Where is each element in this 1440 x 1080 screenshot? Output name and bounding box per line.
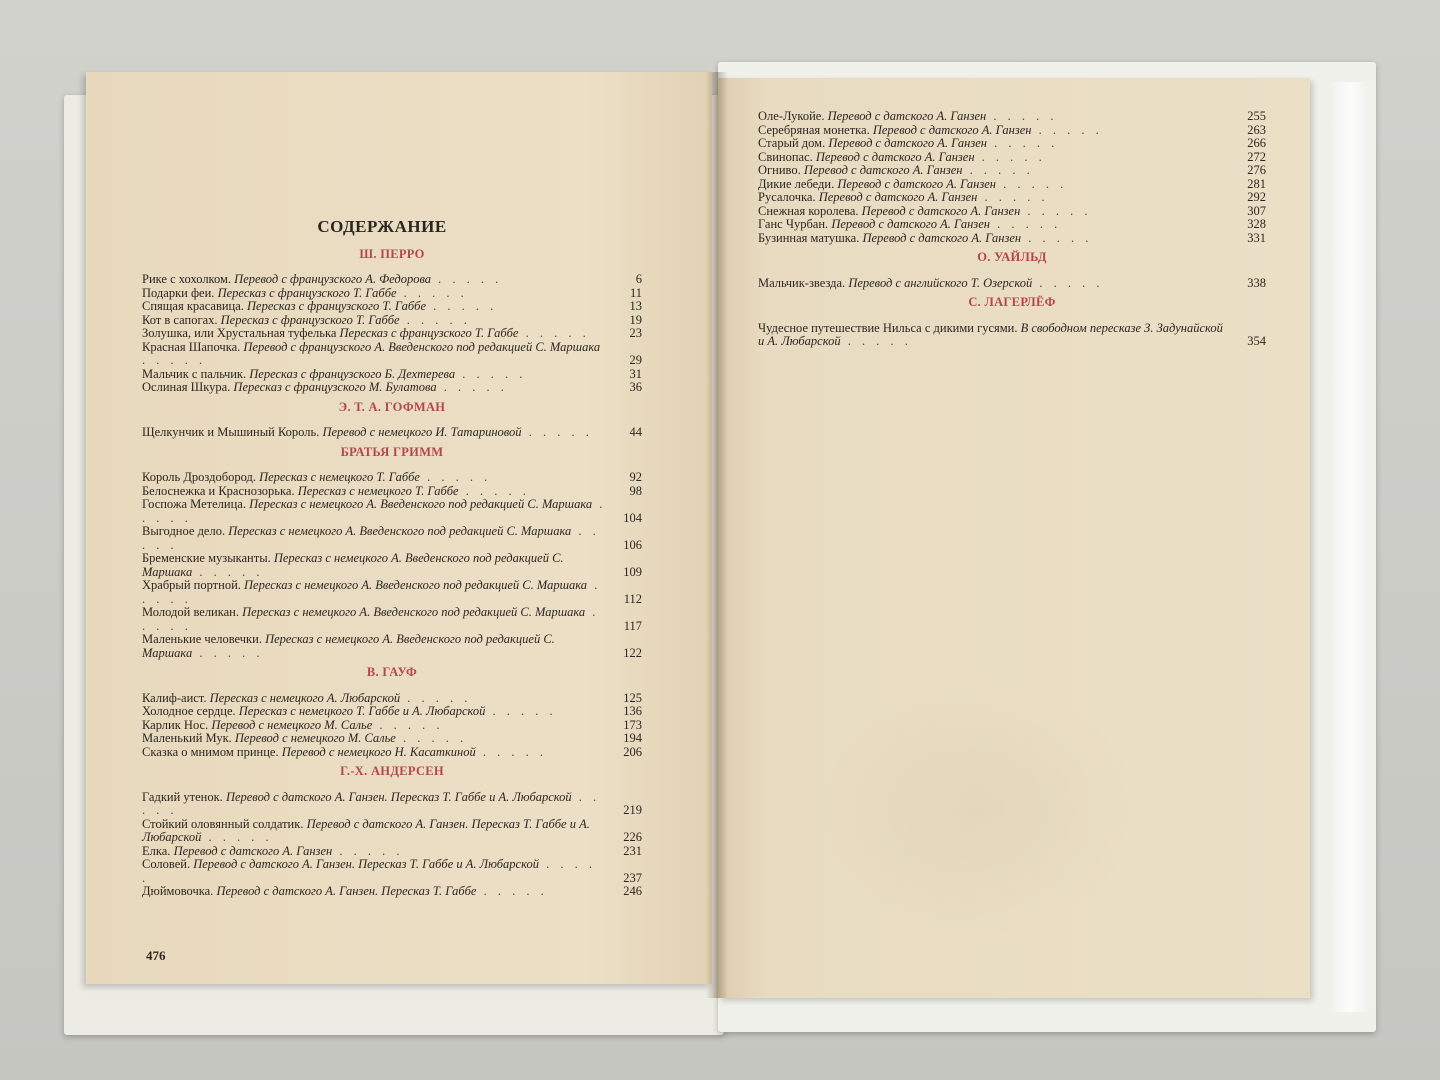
entry-page-number: 6 <box>635 272 642 286</box>
entry-page-number: 11 <box>629 285 642 300</box>
entry-title: Огниво. <box>758 163 801 177</box>
toc-entry <box>142 525 642 552</box>
toc-entry <box>758 191 1266 205</box>
leader-dots: . . . . . <box>142 857 596 885</box>
toc-entry <box>142 341 642 368</box>
entry-translator: Пересказ с немецкого А. Введенского под редакцией С. Маршака <box>242 605 586 619</box>
toc-entry <box>142 381 642 395</box>
leader-dots: . . . . . <box>436 380 508 394</box>
toc-entry <box>142 885 642 899</box>
entry-translator: Перевод с датского А. Ганзен <box>815 149 975 164</box>
entry-title: Русалочка. <box>758 190 816 204</box>
entry-page-number: 231 <box>623 843 642 858</box>
toc-entry <box>142 485 642 499</box>
entry-title: Калиф-аист. <box>142 690 207 705</box>
author-heading: В. ГАУФ <box>366 665 418 679</box>
toc-entry <box>142 692 642 706</box>
entry-translator: Перевод с датского А. Ганзен <box>861 203 1021 218</box>
entry-page-number: 194 <box>623 731 642 745</box>
toc-left-sections <box>142 248 642 899</box>
author-heading: Г.-Х. АНДЕРСЕН <box>340 764 444 778</box>
leader-dots: . . . . . <box>192 645 264 660</box>
entry-title: Сказка о мнимом принце. <box>142 744 279 759</box>
entry-page-number: 338 <box>1247 275 1266 290</box>
entry-title: Король Дроздобород. <box>142 470 256 484</box>
entry-translator: Перевод с датского А. Ганзен <box>828 136 987 150</box>
entry-page-number: 206 <box>623 744 642 759</box>
page-number: 476 <box>146 948 166 963</box>
entry-translator: Пересказ с немецкого А. Любарской <box>209 690 401 705</box>
entry-translator: Перевод с французского А. Введенского под редакцией С. Маршака <box>243 339 601 354</box>
toc-entry <box>758 110 1266 124</box>
entry-translator: Перевод с немецкого М. Салье <box>234 731 396 745</box>
entry-translator: Перевод с датского А. Ганзен. Пересказ Т. Габбе и А. Любарской <box>225 789 572 804</box>
entry-page-number: 23 <box>629 326 642 340</box>
toc-entry <box>142 858 642 885</box>
entry-page-number: 136 <box>623 704 642 718</box>
leader-dots: . . . . . <box>455 366 527 381</box>
entry-translator: Перевод с датского А. Ганзен. Пересказ Т. Габбе и А. Любарской <box>142 816 590 844</box>
leader-dots: . . . . . <box>518 326 590 340</box>
toc-entry <box>142 327 642 341</box>
entry-title: Карлик Нос. <box>142 717 209 732</box>
entry-title: Золушка, или Хрустальная туфелька <box>142 326 337 340</box>
leader-dots: . . . . . <box>372 717 444 732</box>
toc-entry <box>142 426 642 440</box>
toc-entry <box>142 471 642 485</box>
entry-page-number: 104 <box>623 510 642 525</box>
entry-translator: Пересказ с немецкого Т. Габбе <box>259 470 420 484</box>
leader-dots: . . . . . <box>989 217 1062 231</box>
toc-entry <box>142 579 642 606</box>
entry-translator: Перевод с немецкого М. Салье <box>211 717 373 732</box>
entry-title: Гадкий утенок. <box>142 789 223 804</box>
entry-translator: Перевод с датского А. Ганзен <box>837 176 996 191</box>
leader-dots: . . . . . <box>142 524 600 552</box>
author-heading: Э. Т. А. ГОФМАН <box>338 399 446 414</box>
entry-title: Свинопас. <box>758 149 813 164</box>
leader-dots: . . . . . <box>142 605 600 633</box>
entry-page-number: 331 <box>1247 230 1266 245</box>
leader-dots: . . . . . <box>201 830 273 844</box>
entry-translator: Перевод с датского А. Ганзен. Пересказ Т. Габбе и А. Любарской <box>193 857 539 871</box>
author-heading: С. ЛАГЕРЛЁФ <box>968 295 1056 309</box>
entry-translator: Пересказ с немецкого А. Введенского под редакцией С. Маршака <box>228 524 572 538</box>
toc-entry <box>142 818 642 845</box>
toc-entry <box>142 287 642 301</box>
entry-title: Холодное сердце. <box>142 704 236 718</box>
entry-title: Чудесное путешествие Нильса с дикими гусями. <box>758 320 1018 335</box>
entry-translator: Перевод с датского А. Ганзен. Пересказ Т. Габбе <box>216 884 477 898</box>
toc-entry <box>142 791 642 818</box>
entry-translator: Пересказ с французского Т. Габбе <box>217 285 397 300</box>
leader-dots: . . . . . <box>974 149 1046 164</box>
book-gutter <box>706 72 728 998</box>
toc-entry <box>142 606 642 633</box>
entry-translator: Пересказ с французского Т. Габбе <box>220 312 400 327</box>
entry-page-number: 292 <box>1247 190 1266 204</box>
entry-title: Серебряная монетка. <box>758 122 870 137</box>
entry-page-number: 307 <box>1247 203 1266 218</box>
leader-dots: . . . . . <box>1021 230 1093 245</box>
entry-translator: Пересказ с немецкого А. Введенского под редакцией С. Маршака <box>142 632 555 660</box>
toc-entry <box>758 151 1266 165</box>
leader-dots: . . . . . <box>840 334 912 348</box>
entry-page-number: 226 <box>623 830 642 844</box>
entry-title: Снежная королева. <box>758 203 859 218</box>
entry-translator: Пересказ с французского Т. Габбе <box>339 326 519 340</box>
entry-title: Маленькие человечки. <box>142 632 262 646</box>
entry-page-number: 173 <box>623 717 642 732</box>
entry-page-number: 219 <box>623 803 642 817</box>
leader-dots: . . . . . <box>1020 203 1092 218</box>
entry-page-number: 237 <box>623 870 642 885</box>
entry-title: Дикие лебеди. <box>758 176 835 191</box>
entry-title: Бременские музыканты. <box>142 551 271 565</box>
entry-translator: Пересказ с французского Б. Дехтерева <box>249 366 456 381</box>
entry-title: Старый дом. <box>758 136 826 150</box>
entry-title: Красная Шапочка. <box>142 339 241 354</box>
entry-page-number: 36 <box>629 380 642 394</box>
toc-entry <box>758 322 1266 349</box>
entry-title: Ганс Чурбан. <box>758 217 829 231</box>
toc-entry <box>142 273 642 287</box>
entry-page-number: 276 <box>1247 163 1266 177</box>
toc-entry <box>142 314 642 328</box>
leader-dots: . . . . . <box>399 312 471 327</box>
leader-dots: . . . . . <box>426 299 498 313</box>
entry-page-number: 328 <box>1247 217 1266 231</box>
leader-dots: . . . . . <box>986 136 1059 150</box>
entry-title: Дюймовочка. <box>142 884 214 898</box>
entry-translator: Пересказ с французского М. Булатова <box>233 380 437 394</box>
toc-heading: СОДЕРЖАНИЕ <box>317 217 447 236</box>
toc-entry <box>142 845 642 859</box>
leader-dots: . . . . . <box>396 285 468 300</box>
leader-dots: . . . . . <box>476 884 548 898</box>
entry-translator: Перевод с французского А. Федорова <box>234 272 432 286</box>
entry-title: Подарки феи. <box>142 285 215 300</box>
leader-dots: . . . . . <box>458 483 530 498</box>
leader-dots: . . . . . <box>521 425 593 439</box>
leader-dots: . . . . . <box>395 731 468 745</box>
entry-translator: Перевод с немецкого И. Татариновой <box>322 425 522 439</box>
entry-translator: Пересказ с немецкого Т. Габбе <box>297 483 459 498</box>
leader-dots: . . . . . <box>475 744 548 759</box>
entry-title: Бузинная матушка. <box>758 230 860 245</box>
toc-right-sections <box>758 110 1266 349</box>
author-heading: Ш. ПЕРРО <box>359 246 425 261</box>
leader-dots: . . . . . <box>332 843 404 858</box>
leader-dots: . . . . . <box>485 704 557 718</box>
entry-title: Молодой великан. <box>142 605 239 619</box>
toc-entry <box>142 705 642 719</box>
entry-title: Госпожа Метелица. <box>142 497 246 511</box>
toc-entry <box>142 498 642 525</box>
leader-dots: . . . . . <box>986 109 1058 123</box>
entry-page-number: 281 <box>1247 176 1266 191</box>
entry-translator: Перевод с датского А. Ганзен <box>831 217 990 231</box>
entry-page-number: 266 <box>1247 136 1266 150</box>
entry-translator: Пересказ с французского Т. Габбе <box>247 299 427 313</box>
entry-title: Соловей. <box>142 857 191 871</box>
leader-dots: . . . . . <box>142 497 607 525</box>
toc-left-column <box>142 217 642 899</box>
toc-entry <box>758 164 1266 178</box>
toc-entry <box>758 178 1266 192</box>
leader-dots: . . . . . <box>142 789 601 817</box>
entry-page-number: 272 <box>1247 149 1266 164</box>
entry-title: Храбрый портной. <box>142 578 241 592</box>
entry-translator: Перевод с датского А. Ганзен <box>827 109 987 123</box>
toc-entry <box>758 218 1266 232</box>
entry-page-number: 44 <box>629 425 642 439</box>
entry-translator: Пересказ с немецкого Т. Габбе и А. Любарской <box>238 704 486 718</box>
toc-entry <box>142 746 642 760</box>
entry-page-number: 263 <box>1247 122 1266 137</box>
leader-dots: . . . . . <box>1032 275 1104 290</box>
entry-title: Спящая красавица. <box>142 299 244 313</box>
leader-dots: . . . . . <box>192 564 264 579</box>
entry-title: Елка. <box>142 843 171 858</box>
leader-dots: . . . . . <box>962 163 1034 177</box>
entry-page-number: 13 <box>629 299 642 313</box>
leader-dots: . . . . . <box>400 690 472 705</box>
entry-translator: Перевод с датского А. Ганзен <box>872 122 1032 137</box>
author-heading: О. УАЙЛЬД <box>977 250 1047 264</box>
entry-translator: Перевод с датского А. Ганзен <box>862 230 1022 245</box>
entry-title: Щелкунчик и Мышиный Король. <box>142 425 320 439</box>
entry-page-number: 106 <box>623 537 642 552</box>
page-stain <box>820 680 1140 940</box>
entry-page-number: 354 <box>1247 334 1266 348</box>
entry-page-number: 125 <box>623 690 642 705</box>
entry-page-number: 109 <box>623 564 642 579</box>
entry-page-number: 29 <box>629 353 642 367</box>
entry-translator: Перевод с датского А. Ганзен <box>818 190 978 204</box>
entry-title: Мальчик с пальчик. <box>142 366 247 381</box>
toc-entry <box>758 232 1266 246</box>
entry-title: Стойкий оловянный солдатик. <box>142 816 304 831</box>
entry-title: Маленький Мук. <box>142 731 232 745</box>
entry-title: Ослиная Шкура. <box>142 380 231 394</box>
cover-glare <box>1330 82 1370 1012</box>
author-heading: БРАТЬЯ ГРИММ <box>340 444 444 459</box>
toc-entry <box>142 368 642 382</box>
toc-entry <box>142 732 642 746</box>
entry-translator: Перевод с датского А. Ганзен <box>173 843 333 858</box>
toc-entry <box>142 633 642 660</box>
entry-page-number: 31 <box>629 366 642 381</box>
entry-page-number: 92 <box>629 470 642 484</box>
toc-entry <box>142 552 642 579</box>
entry-page-number: 19 <box>629 312 642 327</box>
leader-dots: . . . . . <box>142 578 602 606</box>
entry-page-number: 255 <box>1247 109 1266 123</box>
entry-page-number: 117 <box>623 618 642 633</box>
entry-title: Кот в сапогах. <box>142 312 218 327</box>
entry-translator: Перевод с датского А. Ганзен <box>803 163 963 177</box>
entry-translator: Пересказ с немецкого А. Введенского под редакцией С. Маршака <box>244 578 588 592</box>
toc-entry <box>758 124 1266 138</box>
entry-translator: Пересказ с немецкого А. Введенского под редакцией С. Маршака <box>249 497 593 511</box>
toc-entry <box>142 300 642 314</box>
entry-page-number: 122 <box>623 645 642 660</box>
entry-page-number: 98 <box>629 483 642 498</box>
toc-entry <box>142 719 642 733</box>
toc-right-column <box>758 110 1266 349</box>
toc-entry <box>758 205 1266 219</box>
entry-translator: Перевод с немецкого Н. Касаткиной <box>281 744 476 759</box>
leader-dots: . . . . . <box>142 353 207 367</box>
entry-title: Оле-Лукойе. <box>758 109 825 123</box>
entry-translator: В свободном пересказе З. Задунайской и А. Любарской <box>758 320 1223 348</box>
leader-dots: . . . . . <box>419 470 492 484</box>
entry-page-number: 112 <box>623 591 642 606</box>
entry-title: Рике с хохолком. <box>142 272 232 286</box>
entry-translator: Перевод с английского Т. Озерской <box>848 275 1033 290</box>
leader-dots: . . . . . <box>995 176 1068 191</box>
leader-dots: . . . . . <box>431 272 503 286</box>
entry-title: Мальчик-звезда. <box>758 275 846 290</box>
leader-dots: . . . . . <box>1031 122 1103 137</box>
entry-page-number: 246 <box>623 884 642 898</box>
leader-dots: . . . . . <box>977 190 1049 204</box>
entry-title: Белоснежка и Краснозорька. <box>142 483 295 498</box>
toc-entry <box>758 137 1266 151</box>
entry-title: Выгодное дело. <box>142 524 226 538</box>
toc-entry <box>758 277 1266 291</box>
entry-translator: Пересказ с немецкого А. Введенского под редакцией С. Маршака <box>142 551 564 579</box>
